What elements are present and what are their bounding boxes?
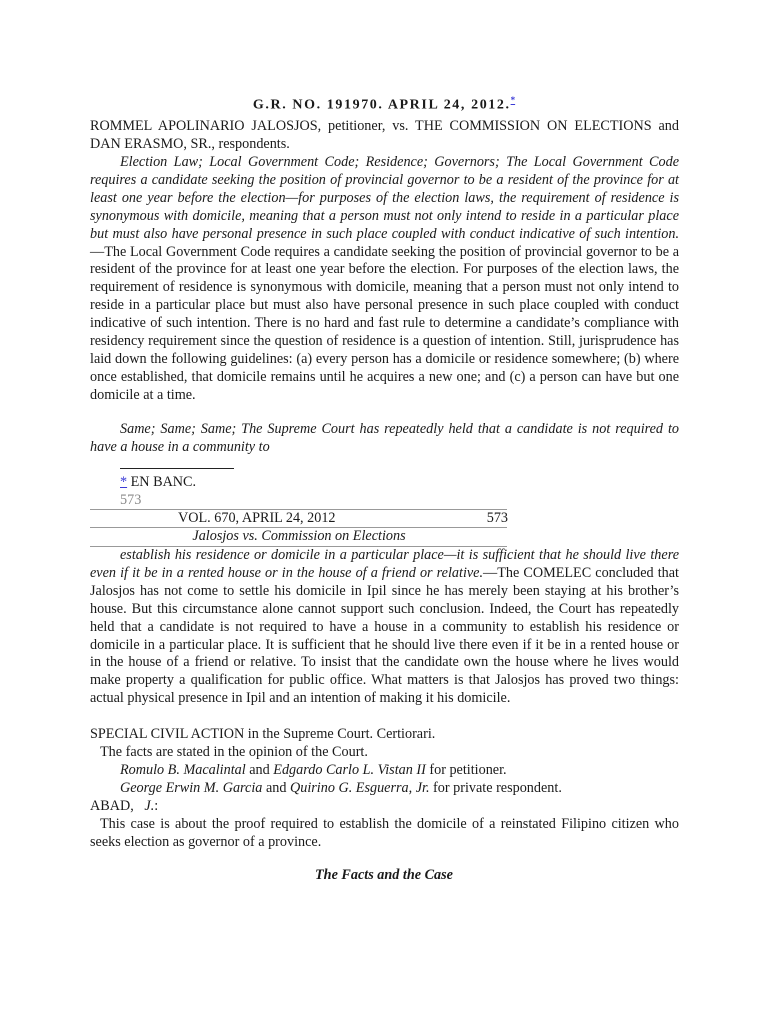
syllabus-headnote-2-start-text: Same; Same; Same; The Supreme Court has repeatedly held that a candidate is not required to have a house in a community to [90, 421, 679, 455]
syllabus-headnote-1: Election Law; Local Government Code; Residence; Governors; The Local Government Code requires a candidate seeking the position of provincial governor to be a resident of the province for at least one year before the election—for purposes of the election laws, the requirement of residence is synonymous with domicile, meaning that a person must not only intend to reside in a particular place but must also have personal presence in such place coupled with conduct indicative of such intention. [90, 154, 679, 242]
syllabus-headnote-2-start [90, 421, 679, 457]
running-header-page: 573 [486, 510, 508, 526]
counsel-respondent: George Erwin M. Garcia and Quirino G. Esguerra, Jr. for private respondent. [120, 780, 562, 796]
ponente-suffix: : [154, 798, 159, 814]
counsel-petitioner-name-2: Edgardo Carlo L. Vistan II [273, 762, 426, 778]
footnote-divider [120, 468, 234, 469]
ponente [90, 798, 679, 816]
syllabus-paragraph-2-continued [90, 547, 679, 708]
syllabus-body-1: —The Local Government Code requires a candidate seeking the position of provincial governor to be a resident of the province for at least one year before the election. For purposes of the election laws, the requirement of residence is synonymous with domicile, meaning that a person must not only intend to reside in a particular place but must also have personal presence in such place coupled with conduct indicative of such intention. There is no hard and fast rule to determine a candidate’s compliance with residency requirement since the question of residence is a question of intention. Still, jurisprudence has laid down the following guidelines: (a) every person has a domicile or residence somewhere; (b) where once established, that domicile remains until he acquires a new one; and (c) a person can have but one domicile at a time. [90, 243, 679, 403]
counsel-respondent-name-1: George Erwin M. Garcia [120, 780, 263, 796]
counsel-petitioner: Romulo B. Macalintal and Edgardo Carlo L. Vistan II for petitioner. [120, 762, 507, 778]
footnote-text: EN BANC. [127, 474, 197, 490]
ponente-name: ABAD, [90, 798, 134, 814]
facts-note: The facts are stated in the opinion of the Court. [100, 744, 368, 760]
footnote-marker-link[interactable]: * [120, 474, 128, 490]
footnote [120, 474, 196, 492]
page-number-bottom: 573 [120, 492, 142, 508]
counsel-petitioner-name-1: Romulo B. Macalintal [120, 762, 246, 778]
syllabus-paragraph-1 [90, 154, 679, 405]
special-civil-action: SPECIAL CIVIL ACTION in the Supreme Court. Certiorari. [90, 726, 436, 742]
section-heading: The Facts and the Case [315, 867, 453, 883]
opening-paragraph: This case is about the proof required to establish the domicile of a reinstated Filipino citizen who seeks election as governor of a province. [90, 816, 679, 850]
case-title [0, 92, 768, 115]
case-parties: ROMMEL APOLINARIO JALOSJOS, petitioner, vs. THE COMMISSION ON ELECTIONS and DAN ERASMO, SR., respondents. [90, 118, 679, 152]
case-title-text: G.R. NO. 191970. APRIL 24, 2012. [252, 97, 511, 113]
counsel-petitioner-role: for petitioner. [425, 762, 507, 778]
running-header-title: Jalosjos vs. Commission on Elections [192, 528, 406, 544]
footnote-reference-link[interactable]: * [510, 95, 516, 105]
counsel-respondent-name-2: Quirino G. Esguerra, Jr. [289, 780, 430, 796]
syllabus-body-2: —The COMELEC concluded that Jalosjos has not come to settle his domicile in Ipil since he has merely been staying at his brother’s house. But this circumstance alone cannot support such conclusion. Indeed, the Court has repeatedly held that a candidate is not required to have a house in a community to establish his residence or domicile in a particular place. It is sufficient that he should live there even if it be in a rented house or in the house of a friend or relative. To insist that the candidate own the house where he lives would make property a qualification for public office. What matters is that Jalosjos has proved two things: actual physical presence in Ipil and an intention of making it his domicile. [90, 564, 679, 707]
ponente-title: J. [144, 798, 155, 814]
running-header-volume: VOL. 670, APRIL 24, 2012 [178, 510, 336, 526]
syllabus-headnote-2-end: establish his residence or domicile in a particular place—it is sufficient that he should live there even if it be in a rented house or in the house of a friend or relative. [90, 547, 679, 581]
counsel-respondent-role: for private respondent. [429, 780, 562, 796]
